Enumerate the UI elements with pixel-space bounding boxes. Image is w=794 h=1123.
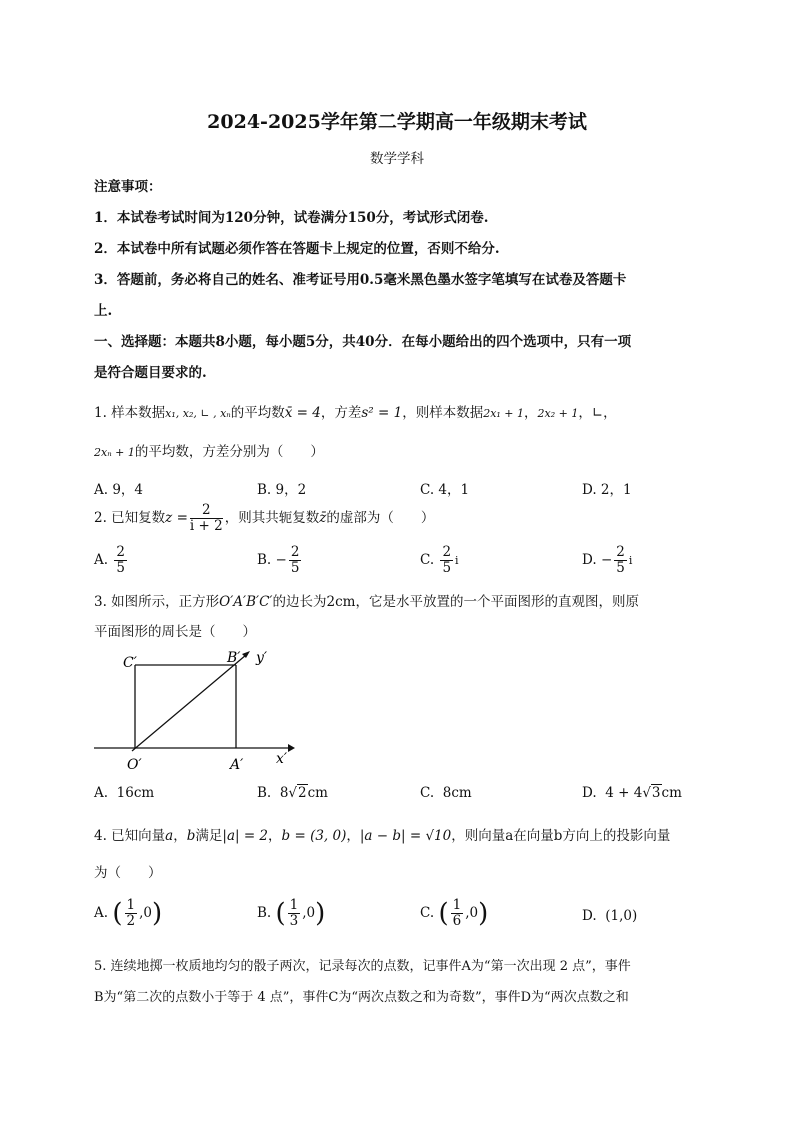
q2-tail: 的虚部为（ ） bbox=[326, 510, 435, 526]
q4-c-rest: ,0 bbox=[465, 905, 479, 921]
q4-vec-a: a bbox=[165, 828, 174, 844]
q3-figure bbox=[90, 645, 300, 775]
q2-option-a[interactable] bbox=[94, 545, 129, 576]
q2-d-den: 5 bbox=[616, 560, 625, 576]
q2-c-fraction bbox=[440, 545, 453, 576]
q4-comma: ， bbox=[173, 828, 187, 844]
q4-prefix: 4. 已知向量 bbox=[94, 828, 166, 844]
label-c: C′ bbox=[123, 655, 137, 671]
q4-vec-b: b bbox=[186, 828, 196, 844]
q2-b-label: B. bbox=[257, 552, 272, 568]
q4-a-label: A. bbox=[94, 905, 109, 921]
y-axis-line bbox=[132, 655, 246, 751]
q2-fraction-den: i + 2 bbox=[189, 518, 223, 534]
q3-option-a[interactable] bbox=[94, 785, 154, 801]
q1-option-d[interactable]: D. 2，1 bbox=[582, 482, 632, 498]
notice-item-3-cont: 上. bbox=[94, 303, 113, 319]
q1-term-n: 2xₙ + 1 bbox=[94, 446, 135, 459]
q4-b-fraction bbox=[288, 898, 301, 929]
q4-b-num: 1 bbox=[289, 897, 299, 913]
question-2-stem bbox=[94, 503, 434, 534]
q3-option-c[interactable] bbox=[420, 785, 472, 801]
q4-option-c[interactable]: C. ( $\frac{1}{6}$ ,0) bbox=[420, 897, 489, 929]
q2-b-num: 2 bbox=[290, 544, 300, 560]
exam-title: 2024-2025学年第二学期高一年级期末考试 bbox=[207, 111, 587, 133]
q4-a-num: 1 bbox=[126, 897, 136, 913]
q1-option-c[interactable]: C. 4，1 bbox=[420, 482, 470, 498]
question-5-stem-cont: B为“第二次的点数小于等于 4 点”，事件C为“两次点数之和为奇数”，事件D为“两次点数之和 bbox=[94, 990, 629, 1005]
q3-a-text: 16cm bbox=[116, 785, 155, 801]
q1-mid2: ，方差 bbox=[320, 405, 362, 421]
q2-d-num: 2 bbox=[616, 544, 625, 560]
q4-c-fraction bbox=[451, 898, 464, 929]
q4-c-label: C. bbox=[420, 905, 435, 921]
q2-fraction bbox=[190, 503, 223, 534]
q4-b-den: 3 bbox=[289, 913, 299, 929]
q4-option-b[interactable]: B. ( $\frac{1}{3}$ ,0) bbox=[257, 897, 326, 929]
q1-prefix: 1. 样本数据 bbox=[94, 405, 166, 421]
q2-option-c[interactable] bbox=[420, 545, 459, 576]
q3-b-rad: 2 bbox=[298, 785, 307, 801]
q2-d-sign: − bbox=[600, 552, 613, 568]
q4-b-rest: ,0 bbox=[302, 905, 316, 921]
q1-option-b[interactable]: B. 9，2 bbox=[257, 482, 307, 498]
q1-vars: x₁, x₂, ∟ , xₙ bbox=[165, 407, 231, 420]
q3-square: O′A′B′C′ bbox=[219, 594, 273, 610]
q3-side: 2cm bbox=[326, 594, 356, 610]
q3-part-a: 3. 如图所示，正方形 bbox=[94, 594, 220, 610]
q2-b-den: 5 bbox=[290, 560, 300, 576]
q1-variance: s² = 1 bbox=[361, 405, 403, 421]
q4-option-d[interactable] bbox=[582, 908, 637, 924]
q1-option-a[interactable]: A. 9，4 bbox=[94, 482, 144, 498]
q3-d-post: cm bbox=[661, 785, 682, 801]
q1-dots: ∟ bbox=[591, 405, 604, 421]
notice-item-2: 2．本试卷中所有试题必须作答在答题卡上规定的位置，否则不给分. bbox=[94, 241, 500, 257]
q4-b-label: B. bbox=[257, 905, 272, 921]
q3-b-post: cm bbox=[307, 785, 328, 801]
q2-a-fraction bbox=[114, 545, 127, 576]
q2-d-suffix: i bbox=[628, 554, 633, 567]
label-y: y′ bbox=[256, 650, 268, 666]
question-1-stem-cont bbox=[94, 440, 324, 460]
q3-a-label: A. bbox=[94, 785, 109, 801]
q4-d-text: (1,0) bbox=[605, 908, 638, 924]
q4-c2: b = (3, 0) bbox=[281, 828, 347, 844]
q2-z: z = bbox=[165, 510, 188, 526]
q2-fraction-num: 2 bbox=[190, 503, 223, 519]
question-3-stem bbox=[94, 590, 639, 610]
q3-b-label: B. bbox=[257, 785, 272, 801]
q4-c-den: 6 bbox=[452, 913, 462, 929]
q3-b-pre: 8 bbox=[279, 785, 289, 801]
q4-option-a[interactable]: A. ( $\frac{1}{2}$ ,0) bbox=[94, 897, 163, 929]
q2-c-num: 2 bbox=[442, 544, 452, 560]
q3-option-d[interactable]: D. 4 + 4√3cm bbox=[582, 785, 682, 801]
x-axis-arrow bbox=[288, 744, 295, 752]
q2-c-label: C. bbox=[420, 552, 435, 568]
notice-heading: 注意事项： bbox=[94, 179, 162, 195]
q4-c1: |a| = 2 bbox=[222, 828, 269, 844]
q1-mid3: ，则样本数据 bbox=[402, 405, 484, 421]
q2-mid: ，则其共轭复数 bbox=[224, 510, 320, 526]
label-b: B′ bbox=[227, 650, 241, 666]
question-1-stem: 1. 样本数据x₁, x₂, ∟ , xₙ的平均数x̄ = 4，方差s² = 1，则样本数据2x₁ + 1，2x₂ + 1，∟， bbox=[94, 405, 617, 421]
q2-d-fraction bbox=[614, 545, 627, 576]
question-3-stem-cont: 平面图形的周长是（ ） bbox=[94, 624, 256, 640]
q4-a-den: 2 bbox=[126, 913, 136, 929]
q2-b-fraction bbox=[289, 545, 302, 576]
exam-subject: 数学学科 bbox=[370, 151, 424, 167]
q3-d-pre: 4 + 4 bbox=[605, 785, 643, 801]
section-1-line-1: 一、选择题：本题共8小题，每小题5分，共40分．在每小题给出的四个选项中，只有一项 bbox=[94, 334, 632, 350]
q2-b-sign: − bbox=[275, 552, 287, 568]
q1-term-1: 2x₁ + 1 bbox=[483, 407, 525, 420]
q2-zbar: z̄ bbox=[319, 510, 327, 526]
q2-a-den: 5 bbox=[116, 560, 125, 576]
q2-d-label: D. bbox=[582, 552, 597, 568]
q2-c-suffix: i bbox=[455, 554, 459, 567]
q1-term-2: 2x₂ + 1 bbox=[537, 407, 579, 420]
q3-d-label: D. bbox=[582, 785, 597, 801]
q4-c-num: 1 bbox=[452, 897, 462, 913]
q4-c3: |a − b| = √10 bbox=[359, 828, 452, 844]
q3-c-label: C. bbox=[420, 785, 435, 801]
q2-a-label: A. bbox=[94, 552, 109, 568]
q1-tail: 的平均数，方差分别为（ ） bbox=[134, 444, 324, 460]
label-x: x′ bbox=[276, 751, 288, 767]
section-1-line-2: 是符合题目要求的. bbox=[94, 365, 207, 381]
q2-prefix: 2. 已知复数 bbox=[94, 510, 166, 526]
q3-part-b: 的边长为 bbox=[272, 594, 327, 610]
notice-item-1: 1．本试卷考试时间为120分钟，试卷满分150分，考试形式闭卷. bbox=[94, 210, 489, 226]
q3-option-b[interactable]: B. 8√2cm bbox=[257, 785, 328, 801]
q2-option-b[interactable] bbox=[257, 545, 303, 576]
q2-a-num: 2 bbox=[116, 544, 125, 560]
q4-d-label: D. bbox=[582, 908, 597, 924]
q4-a-fraction bbox=[125, 898, 138, 929]
label-o: O′ bbox=[127, 757, 142, 773]
q4-tail: ，则向量a在向量b方向上的投影向量 bbox=[451, 828, 671, 844]
q1-mid1: 的平均数 bbox=[230, 405, 285, 421]
q2-c-den: 5 bbox=[442, 560, 452, 576]
label-a: A′ bbox=[230, 757, 244, 773]
q3-c-text: 8cm bbox=[442, 785, 472, 801]
question-4-stem: 4. 已知向量a，b满足|a| = 2，b = (3, 0)，|a − b| = √10，则向量a在向量b方向上的投影向量 bbox=[94, 828, 671, 844]
q4-a-rest: ,0 bbox=[139, 905, 152, 921]
q2-option-d[interactable] bbox=[582, 545, 632, 576]
q3-part-c: ，它是水平放置的一个平面图形的直观图，则原 bbox=[355, 594, 639, 610]
notice-item-3: 3．答题前，务必将自己的姓名、准考证号用0.5毫米黑色墨水签字笔填写在试卷及答题卡 bbox=[94, 272, 627, 288]
q1-mean: x̄ = 4 bbox=[284, 405, 321, 421]
question-5-stem: 5. 连续地掷一枚质地均匀的骰子两次，记录每次的点数，记事件A为“第一次出现 2 点”，事件 bbox=[94, 959, 631, 974]
q4-cond: 满足 bbox=[195, 828, 223, 844]
question-4-stem-cont: 为（ ） bbox=[94, 865, 162, 881]
q3-d-rad: 3 bbox=[651, 785, 661, 801]
